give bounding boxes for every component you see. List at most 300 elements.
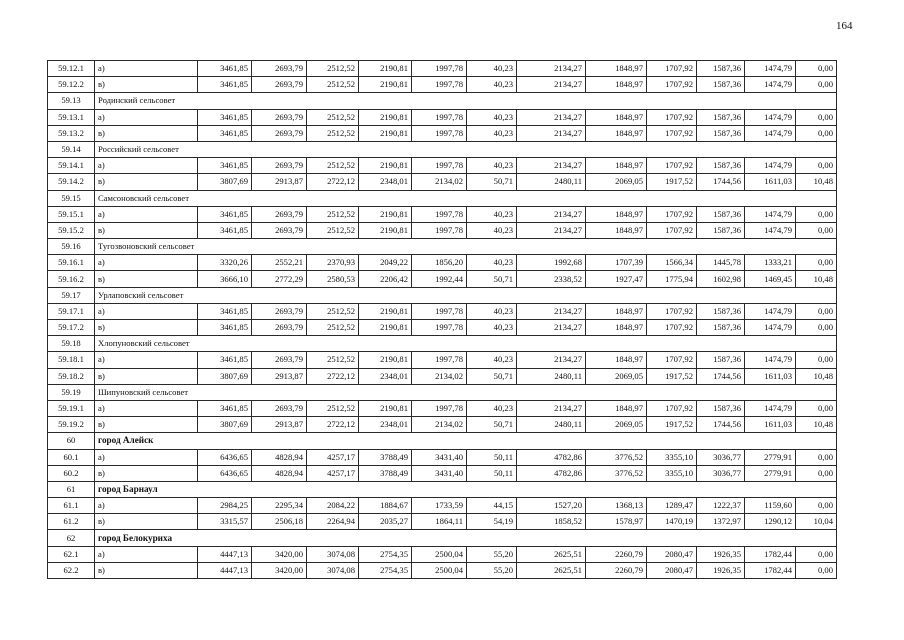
value-cell: 2779,91 (745, 465, 796, 481)
value-cell: 3461,85 (198, 125, 252, 141)
value-cell: 2370,93 (307, 255, 359, 271)
row-number: 59.18.1 (48, 352, 95, 368)
value-cell: 2190,81 (359, 320, 412, 336)
value-cell: 2693,79 (252, 222, 307, 238)
value-cell: 2693,79 (252, 303, 307, 319)
value-cell: 1372,97 (697, 514, 745, 530)
value-cell: 1858,52 (517, 514, 586, 530)
table-row (48, 255, 837, 271)
value-cell: 2134,27 (517, 206, 586, 222)
value-cell: 50,71 (467, 174, 517, 190)
value-cell: 2134,27 (517, 77, 586, 93)
value-cell: 2348,01 (359, 368, 412, 384)
value-cell: 1992,44 (412, 271, 467, 287)
value-cell: 40,23 (467, 352, 517, 368)
value-cell: 40,23 (467, 222, 517, 238)
value-cell: 2512,52 (307, 303, 359, 319)
value-cell: 1707,92 (647, 206, 697, 222)
value-cell: 0,00 (796, 206, 837, 222)
value-cell: 1474,79 (745, 77, 796, 93)
table-row (48, 352, 837, 368)
table-row (48, 400, 837, 416)
value-cell: 2134,02 (412, 174, 467, 190)
value-cell: 2134,27 (517, 400, 586, 416)
value-cell: 2348,01 (359, 174, 412, 190)
row-label: а) (95, 546, 198, 562)
section-row (48, 141, 837, 157)
value-cell: 2134,27 (517, 303, 586, 319)
value-cell: 1848,97 (586, 320, 647, 336)
value-cell: 2480,11 (517, 368, 586, 384)
value-cell: 1926,35 (697, 546, 745, 562)
value-cell: 2069,05 (586, 417, 647, 433)
value-cell: 1997,78 (412, 400, 467, 416)
value-cell: 0,00 (796, 400, 837, 416)
section-title: Тугозвоновский сельсовет (95, 239, 837, 255)
section-number: 59.17 (48, 287, 95, 303)
value-cell: 6436,65 (198, 449, 252, 465)
value-cell: 2134,02 (412, 368, 467, 384)
value-cell: 2512,52 (307, 125, 359, 141)
section-title: Урлаповский сельсовет (95, 287, 837, 303)
value-cell: 1997,78 (412, 303, 467, 319)
value-cell: 40,23 (467, 303, 517, 319)
value-cell: 2190,81 (359, 303, 412, 319)
value-cell: 2134,27 (517, 125, 586, 141)
value-cell: 0,00 (796, 61, 837, 77)
table-row (48, 77, 837, 93)
value-cell: 2084,22 (307, 498, 359, 514)
value-cell: 2984,25 (198, 498, 252, 514)
value-cell: 2722,12 (307, 174, 359, 190)
value-cell: 1707,92 (647, 400, 697, 416)
value-cell: 3431,40 (412, 465, 467, 481)
row-label: в) (95, 368, 198, 384)
section-title: Шипуновский сельсовет (95, 384, 837, 400)
value-cell: 2080,47 (647, 546, 697, 562)
value-cell: 44,15 (467, 498, 517, 514)
value-cell: 40,23 (467, 255, 517, 271)
table-row (48, 222, 837, 238)
value-cell: 1333,21 (745, 255, 796, 271)
table-row (48, 61, 837, 77)
value-cell: 2190,81 (359, 77, 412, 93)
value-cell: 1848,97 (586, 206, 647, 222)
value-cell: 4447,13 (198, 546, 252, 562)
value-cell: 2693,79 (252, 352, 307, 368)
table-row (48, 125, 837, 141)
value-cell: 2512,52 (307, 61, 359, 77)
section-row (48, 336, 837, 352)
row-label: в) (95, 125, 198, 141)
value-cell: 3461,85 (198, 109, 252, 125)
section-title: Российский сельсовет (95, 141, 837, 157)
value-cell: 2190,81 (359, 206, 412, 222)
value-cell: 1474,79 (745, 222, 796, 238)
value-cell: 3461,85 (198, 352, 252, 368)
value-cell: 1782,44 (745, 546, 796, 562)
value-cell: 1707,92 (647, 222, 697, 238)
row-label: в) (95, 271, 198, 287)
value-cell: 1848,97 (586, 158, 647, 174)
row-label: в) (95, 465, 198, 481)
value-cell: 2134,27 (517, 109, 586, 125)
row-label: а) (95, 449, 198, 465)
value-cell: 2693,79 (252, 109, 307, 125)
value-cell: 2190,81 (359, 109, 412, 125)
value-cell: 1474,79 (745, 109, 796, 125)
value-cell: 3420,00 (252, 562, 307, 578)
section-title: город Барнаул (95, 481, 837, 497)
value-cell: 0,00 (796, 125, 837, 141)
value-cell: 0,00 (796, 449, 837, 465)
value-cell: 2338,52 (517, 271, 586, 287)
value-cell: 1997,78 (412, 109, 467, 125)
value-cell: 2506,18 (252, 514, 307, 530)
value-cell: 3461,85 (198, 206, 252, 222)
value-cell: 2693,79 (252, 158, 307, 174)
section-row (48, 287, 837, 303)
value-cell: 1848,97 (586, 109, 647, 125)
value-cell: 10,04 (796, 514, 837, 530)
value-cell: 0,00 (796, 465, 837, 481)
value-cell: 2190,81 (359, 352, 412, 368)
section-row (48, 481, 837, 497)
section-row (48, 530, 837, 546)
table-row (48, 417, 837, 433)
value-cell: 2049,22 (359, 255, 412, 271)
value-cell: 1707,92 (647, 125, 697, 141)
value-cell: 3036,77 (697, 449, 745, 465)
value-cell: 0,00 (796, 562, 837, 578)
section-number: 59.15 (48, 190, 95, 206)
value-cell: 40,23 (467, 320, 517, 336)
value-cell: 1474,79 (745, 125, 796, 141)
value-cell: 2754,35 (359, 546, 412, 562)
value-cell: 2134,27 (517, 61, 586, 77)
value-cell: 1707,92 (647, 352, 697, 368)
table-row (48, 303, 837, 319)
value-cell: 2512,52 (307, 77, 359, 93)
value-cell: 1856,20 (412, 255, 467, 271)
value-cell: 2348,01 (359, 417, 412, 433)
value-cell: 1707,92 (647, 77, 697, 93)
row-label: в) (95, 174, 198, 190)
row-label: в) (95, 514, 198, 530)
value-cell: 2480,11 (517, 174, 586, 190)
row-number: 59.16.2 (48, 271, 95, 287)
value-cell: 1997,78 (412, 222, 467, 238)
value-cell: 1587,36 (697, 320, 745, 336)
value-cell: 1926,35 (697, 562, 745, 578)
value-cell: 1587,36 (697, 352, 745, 368)
value-cell: 2779,91 (745, 449, 796, 465)
value-cell: 2264,94 (307, 514, 359, 530)
table-row (48, 498, 837, 514)
value-cell: 1587,36 (697, 61, 745, 77)
row-label: в) (95, 222, 198, 238)
table-row (48, 206, 837, 222)
row-label: а) (95, 400, 198, 416)
value-cell: 1707,39 (586, 255, 647, 271)
value-cell: 1848,97 (586, 61, 647, 77)
value-cell: 1707,92 (647, 109, 697, 125)
value-cell: 1602,98 (697, 271, 745, 287)
value-cell: 1611,03 (745, 174, 796, 190)
value-cell: 1222,37 (697, 498, 745, 514)
value-cell: 55,20 (467, 562, 517, 578)
row-number: 60.1 (48, 449, 95, 465)
section-number: 61 (48, 481, 95, 497)
value-cell: 2260,79 (586, 546, 647, 562)
table-row (48, 271, 837, 287)
value-cell: 1848,97 (586, 352, 647, 368)
value-cell: 1587,36 (697, 400, 745, 416)
table-row (48, 158, 837, 174)
value-cell: 3320,26 (198, 255, 252, 271)
value-cell: 2500,04 (412, 562, 467, 578)
section-title: Родинский сельсовет (95, 93, 837, 109)
value-cell: 2134,27 (517, 222, 586, 238)
table-row (48, 320, 837, 336)
value-cell: 1744,56 (697, 368, 745, 384)
value-cell: 3036,77 (697, 465, 745, 481)
value-cell: 1997,78 (412, 320, 467, 336)
value-cell: 2693,79 (252, 206, 307, 222)
value-cell: 50,11 (467, 465, 517, 481)
value-cell: 1474,79 (745, 61, 796, 77)
section-number: 60 (48, 433, 95, 449)
row-number: 59.17.1 (48, 303, 95, 319)
value-cell: 2134,27 (517, 352, 586, 368)
value-cell: 40,23 (467, 77, 517, 93)
row-number: 59.12.1 (48, 61, 95, 77)
value-cell: 1917,52 (647, 417, 697, 433)
row-number: 62.2 (48, 562, 95, 578)
row-number: 59.12.2 (48, 77, 95, 93)
value-cell: 2134,02 (412, 417, 467, 433)
value-cell: 1848,97 (586, 303, 647, 319)
value-cell: 40,23 (467, 109, 517, 125)
value-cell: 1782,44 (745, 562, 796, 578)
value-cell: 2190,81 (359, 125, 412, 141)
value-cell: 0,00 (796, 222, 837, 238)
table-row (48, 465, 837, 481)
value-cell: 3431,40 (412, 449, 467, 465)
value-cell: 50,71 (467, 271, 517, 287)
table-row (48, 562, 837, 578)
value-cell: 1864,11 (412, 514, 467, 530)
value-cell: 40,23 (467, 400, 517, 416)
value-cell: 1997,78 (412, 352, 467, 368)
value-cell: 1474,79 (745, 400, 796, 416)
value-cell: 1997,78 (412, 61, 467, 77)
value-cell: 4782,86 (517, 449, 586, 465)
value-cell: 1587,36 (697, 125, 745, 141)
row-number: 61.1 (48, 498, 95, 514)
value-cell: 1707,92 (647, 303, 697, 319)
value-cell: 2625,51 (517, 546, 586, 562)
value-cell: 0,00 (796, 158, 837, 174)
row-label: а) (95, 303, 198, 319)
value-cell: 1997,78 (412, 206, 467, 222)
table-row (48, 546, 837, 562)
row-label: в) (95, 562, 198, 578)
value-cell: 1527,20 (517, 498, 586, 514)
tariff-table (47, 60, 837, 579)
value-cell: 2772,29 (252, 271, 307, 287)
row-number: 60.2 (48, 465, 95, 481)
section-number: 59.13 (48, 93, 95, 109)
value-cell: 2134,27 (517, 320, 586, 336)
value-cell: 0,00 (796, 498, 837, 514)
value-cell: 2693,79 (252, 61, 307, 77)
row-label: в) (95, 320, 198, 336)
value-cell: 1587,36 (697, 206, 745, 222)
value-cell: 6436,65 (198, 465, 252, 481)
value-cell: 2693,79 (252, 320, 307, 336)
value-cell: 55,20 (467, 546, 517, 562)
value-cell: 2552,21 (252, 255, 307, 271)
value-cell: 4257,17 (307, 465, 359, 481)
row-label: а) (95, 61, 198, 77)
value-cell: 2625,51 (517, 562, 586, 578)
value-cell: 1775,94 (647, 271, 697, 287)
value-cell: 1744,56 (697, 174, 745, 190)
value-cell: 1848,97 (586, 400, 647, 416)
value-cell: 2190,81 (359, 222, 412, 238)
value-cell: 2190,81 (359, 400, 412, 416)
value-cell: 2512,52 (307, 206, 359, 222)
section-title: Самсоновский сельсовет (95, 190, 837, 206)
value-cell: 0,00 (796, 109, 837, 125)
value-cell: 2080,47 (647, 562, 697, 578)
row-number: 59.15.1 (48, 206, 95, 222)
row-label: а) (95, 206, 198, 222)
value-cell: 1290,12 (745, 514, 796, 530)
value-cell: 3807,69 (198, 417, 252, 433)
value-cell: 3355,10 (647, 465, 697, 481)
value-cell: 2722,12 (307, 417, 359, 433)
table-body (48, 61, 837, 579)
row-number: 61.2 (48, 514, 95, 530)
value-cell: 50,71 (467, 417, 517, 433)
value-cell: 1587,36 (697, 158, 745, 174)
value-cell: 2580,53 (307, 271, 359, 287)
row-number: 59.14.2 (48, 174, 95, 190)
row-label: а) (95, 498, 198, 514)
value-cell: 2035,27 (359, 514, 412, 530)
value-cell: 3461,85 (198, 303, 252, 319)
value-cell: 1474,79 (745, 206, 796, 222)
value-cell: 50,71 (467, 368, 517, 384)
row-label: а) (95, 255, 198, 271)
row-number: 59.13.2 (48, 125, 95, 141)
value-cell: 3461,85 (198, 222, 252, 238)
value-cell: 1578,97 (586, 514, 647, 530)
value-cell: 10,48 (796, 271, 837, 287)
value-cell: 2913,87 (252, 368, 307, 384)
value-cell: 3420,00 (252, 546, 307, 562)
section-row (48, 239, 837, 255)
row-number: 62.1 (48, 546, 95, 562)
value-cell: 3461,85 (198, 320, 252, 336)
value-cell: 1848,97 (586, 125, 647, 141)
row-number: 59.14.1 (48, 158, 95, 174)
value-cell: 2190,81 (359, 61, 412, 77)
value-cell: 2693,79 (252, 400, 307, 416)
value-cell: 4257,17 (307, 449, 359, 465)
value-cell: 1469,45 (745, 271, 796, 287)
value-cell: 3074,08 (307, 546, 359, 562)
value-cell: 2512,52 (307, 352, 359, 368)
value-cell: 1587,36 (697, 303, 745, 319)
value-cell: 4828,94 (252, 465, 307, 481)
row-number: 59.19.2 (48, 417, 95, 433)
value-cell: 3074,08 (307, 562, 359, 578)
value-cell: 1707,92 (647, 61, 697, 77)
value-cell: 4828,94 (252, 449, 307, 465)
value-cell: 2512,52 (307, 222, 359, 238)
value-cell: 1733,59 (412, 498, 467, 514)
value-cell: 3788,49 (359, 449, 412, 465)
value-cell: 3807,69 (198, 368, 252, 384)
row-number: 59.17.2 (48, 320, 95, 336)
value-cell: 1992,68 (517, 255, 586, 271)
section-row (48, 190, 837, 206)
value-cell: 2512,52 (307, 158, 359, 174)
value-cell: 1159,60 (745, 498, 796, 514)
value-cell: 1470,19 (647, 514, 697, 530)
value-cell: 1848,97 (586, 222, 647, 238)
value-cell: 3461,85 (198, 158, 252, 174)
value-cell: 1611,03 (745, 417, 796, 433)
value-cell: 1997,78 (412, 77, 467, 93)
value-cell: 1474,79 (745, 158, 796, 174)
value-cell: 0,00 (796, 255, 837, 271)
value-cell: 1474,79 (745, 303, 796, 319)
table-row (48, 174, 837, 190)
value-cell: 3776,52 (586, 449, 647, 465)
value-cell: 40,23 (467, 158, 517, 174)
value-cell: 3461,85 (198, 77, 252, 93)
row-number: 59.18.2 (48, 368, 95, 384)
section-row (48, 433, 837, 449)
value-cell: 1611,03 (745, 368, 796, 384)
value-cell: 0,00 (796, 303, 837, 319)
value-cell: 1884,67 (359, 498, 412, 514)
table-row (48, 109, 837, 125)
value-cell: 2913,87 (252, 174, 307, 190)
table-row (48, 368, 837, 384)
value-cell: 2500,04 (412, 546, 467, 562)
section-title: город Белокуриха (95, 530, 837, 546)
value-cell: 1474,79 (745, 352, 796, 368)
row-number: 59.16.1 (48, 255, 95, 271)
value-cell: 40,23 (467, 206, 517, 222)
value-cell: 1927,47 (586, 271, 647, 287)
value-cell: 1587,36 (697, 77, 745, 93)
value-cell: 0,00 (796, 352, 837, 368)
value-cell: 2190,81 (359, 158, 412, 174)
value-cell: 0,00 (796, 546, 837, 562)
value-cell: 0,00 (796, 320, 837, 336)
value-cell: 2069,05 (586, 174, 647, 190)
value-cell: 3807,69 (198, 174, 252, 190)
row-label: а) (95, 352, 198, 368)
value-cell: 2260,79 (586, 562, 647, 578)
value-cell: 2134,27 (517, 158, 586, 174)
